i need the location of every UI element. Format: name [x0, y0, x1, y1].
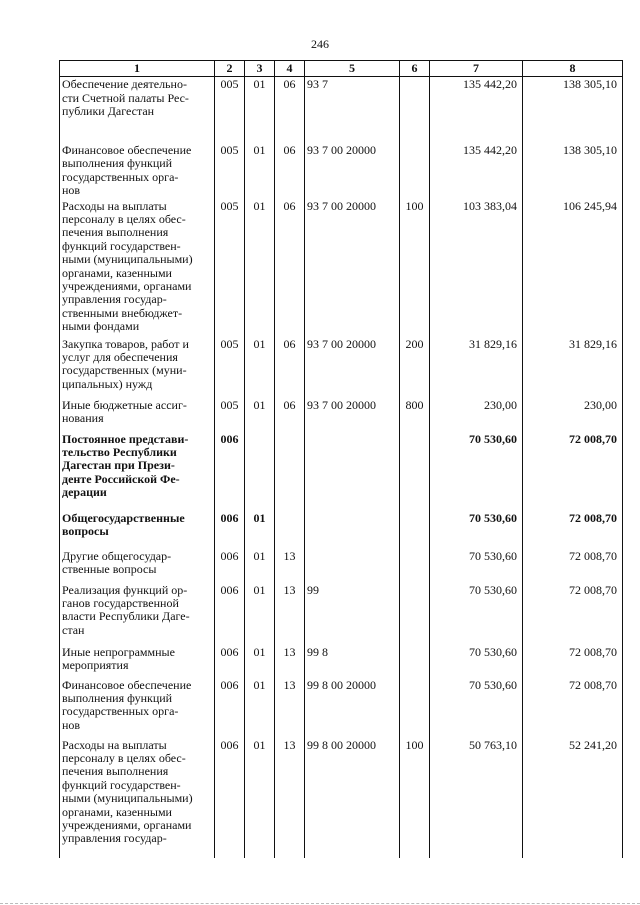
column-header: 6: [400, 61, 430, 77]
cell-expense-type: 100: [400, 738, 430, 858]
cell-expense-type: [400, 678, 430, 738]
cell-amount-year2: 138 305,10: [523, 143, 623, 199]
column-header: 4: [275, 61, 305, 77]
cell-target-article: [305, 511, 400, 549]
cell-expense-type: [400, 511, 430, 549]
page-bottom-edge: [0, 903, 640, 904]
cell-expense-type: 100: [400, 199, 430, 337]
cell-section: 01: [245, 199, 275, 337]
cell-target-article: 99 8 00 20000: [305, 738, 400, 858]
cell-subsection: 13: [275, 645, 305, 678]
cell-subsection: 06: [275, 143, 305, 199]
cell-amount-year2: 72 008,70: [523, 511, 623, 549]
budget-table: [59, 60, 623, 858]
table-row: [60, 678, 623, 738]
table-row: [60, 143, 623, 199]
cell-amount-year1: 230,00: [430, 398, 523, 432]
row-name-cell: Финансовое обеспечение выполнения функций государственных орга- нов: [60, 143, 215, 199]
row-name-cell: Общегосударственные вопросы: [60, 511, 215, 549]
table-row: [60, 738, 623, 858]
row-name-cell: Закупка товаров, работ и услуг для обеспечения государственных (муни- ципальных) нужд: [60, 337, 215, 398]
cell-amount-year2: 72 008,70: [523, 645, 623, 678]
cell-subsection: 13: [275, 738, 305, 858]
cell-subsection: 13: [275, 583, 305, 645]
cell-amount-year1: 135 442,20: [430, 143, 523, 199]
cell-subsection: [275, 432, 305, 511]
cell-amount-year1: 70 530,60: [430, 583, 523, 645]
column-header: 5: [305, 61, 400, 77]
table-row: [60, 549, 623, 583]
column-header: 3: [245, 61, 275, 77]
cell-subsection: 06: [275, 398, 305, 432]
cell-amount-year1: 50 763,10: [430, 738, 523, 858]
cell-subsection: 13: [275, 678, 305, 738]
cell-target-article: 99: [305, 583, 400, 645]
row-name-cell: Иные непрограммные мероприятия: [60, 645, 215, 678]
cell-admin-code: 005: [215, 77, 245, 143]
table-row: [60, 645, 623, 678]
cell-target-article: [305, 432, 400, 511]
cell-section: 01: [245, 398, 275, 432]
table-row: [60, 337, 623, 398]
row-name-cell: Обеспечение деятельно- сти Счетной палаты Рес- публики Дагестан: [60, 77, 215, 143]
cell-admin-code: 005: [215, 337, 245, 398]
cell-admin-code: 006: [215, 432, 245, 511]
cell-expense-type: [400, 77, 430, 143]
cell-admin-code: 005: [215, 398, 245, 432]
cell-amount-year1: 70 530,60: [430, 645, 523, 678]
cell-target-article: 99 8: [305, 645, 400, 678]
cell-target-article: 93 7 00 20000: [305, 143, 400, 199]
cell-admin-code: 006: [215, 645, 245, 678]
cell-admin-code: 005: [215, 199, 245, 337]
cell-target-article: 93 7 00 20000: [305, 199, 400, 337]
cell-section: 01: [245, 77, 275, 143]
cell-amount-year1: 135 442,20: [430, 77, 523, 143]
cell-amount-year2: 230,00: [523, 398, 623, 432]
cell-section: 01: [245, 738, 275, 858]
cell-admin-code: 006: [215, 738, 245, 858]
cell-section: 01: [245, 511, 275, 549]
row-name-cell: Постоянное представи- тельство Республики Дагестан при Прези- денте Российской Фе- дерации: [60, 432, 215, 511]
column-header: 2: [215, 61, 245, 77]
cell-section: 01: [245, 549, 275, 583]
cell-subsection: 06: [275, 77, 305, 143]
column-header: 1: [60, 61, 215, 77]
cell-expense-type: 800: [400, 398, 430, 432]
cell-expense-type: [400, 549, 430, 583]
table-row: [60, 432, 623, 511]
cell-admin-code: 005: [215, 143, 245, 199]
row-name-cell: Финансовое обеспечение выполнения функций государственных орга- нов: [60, 678, 215, 738]
cell-section: 01: [245, 583, 275, 645]
cell-amount-year1: 103 383,04: [430, 199, 523, 337]
table-row: [60, 511, 623, 549]
cell-expense-type: 200: [400, 337, 430, 398]
cell-target-article: 93 7 00 20000: [305, 398, 400, 432]
table-row: [60, 199, 623, 337]
cell-section: 01: [245, 143, 275, 199]
cell-expense-type: [400, 432, 430, 511]
cell-section: [245, 432, 275, 511]
cell-expense-type: [400, 645, 430, 678]
page-number: 246: [311, 37, 329, 51]
cell-amount-year2: 138 305,10: [523, 77, 623, 143]
cell-amount-year2: 72 008,70: [523, 678, 623, 738]
row-name-cell: Расходы на выплаты персоналу в целях обес- печения выполнения функций государствен- ными (муниципальными) органами, казенными учреждениями, органами управления государ-: [60, 738, 215, 858]
cell-admin-code: 006: [215, 511, 245, 549]
table-row: [60, 583, 623, 645]
cell-amount-year2: 72 008,70: [523, 549, 623, 583]
table-body: [60, 77, 623, 858]
table-row: [60, 398, 623, 432]
table-row: [60, 77, 623, 143]
cell-admin-code: 006: [215, 549, 245, 583]
cell-subsection: 13: [275, 549, 305, 583]
column-header: 7: [430, 61, 523, 77]
cell-amount-year2: 52 241,20: [523, 738, 623, 858]
cell-section: 01: [245, 678, 275, 738]
cell-expense-type: [400, 583, 430, 645]
cell-target-article: 93 7: [305, 77, 400, 143]
column-header: 8: [523, 61, 623, 77]
row-name-cell: Иные бюджетные ассиг- нования: [60, 398, 215, 432]
cell-amount-year1: 70 530,60: [430, 432, 523, 511]
cell-target-article: [305, 549, 400, 583]
cell-admin-code: 006: [215, 583, 245, 645]
cell-subsection: 06: [275, 337, 305, 398]
budget-table-container: [59, 60, 622, 846]
cell-section: 01: [245, 337, 275, 398]
row-name-cell: Другие общегосудар- ственные вопросы: [60, 549, 215, 583]
cell-amount-year1: 70 530,60: [430, 549, 523, 583]
cell-admin-code: 006: [215, 678, 245, 738]
cell-amount-year2: 72 008,70: [523, 432, 623, 511]
cell-subsection: 06: [275, 199, 305, 337]
cell-amount-year1: 31 829,16: [430, 337, 523, 398]
cell-target-article: 93 7 00 20000: [305, 337, 400, 398]
cell-expense-type: [400, 143, 430, 199]
cell-section: 01: [245, 645, 275, 678]
cell-amount-year1: 70 530,60: [430, 678, 523, 738]
cell-amount-year2: 106 245,94: [523, 199, 623, 337]
row-name-cell: Реализация функций ор- ганов государственной власти Республики Даге- стан: [60, 583, 215, 645]
cell-subsection: [275, 511, 305, 549]
row-name-cell: Расходы на выплаты персоналу в целях обес- печения выполнения функций государствен- ными (муниципальными) органами, казенными учреждениями, органами управления государ- ственными внебюджет- ными фондами: [60, 199, 215, 337]
cell-amount-year2: 72 008,70: [523, 583, 623, 645]
header-row: [60, 61, 623, 77]
cell-amount-year2: 31 829,16: [523, 337, 623, 398]
cell-target-article: 99 8 00 20000: [305, 678, 400, 738]
cell-amount-year1: 70 530,60: [430, 511, 523, 549]
